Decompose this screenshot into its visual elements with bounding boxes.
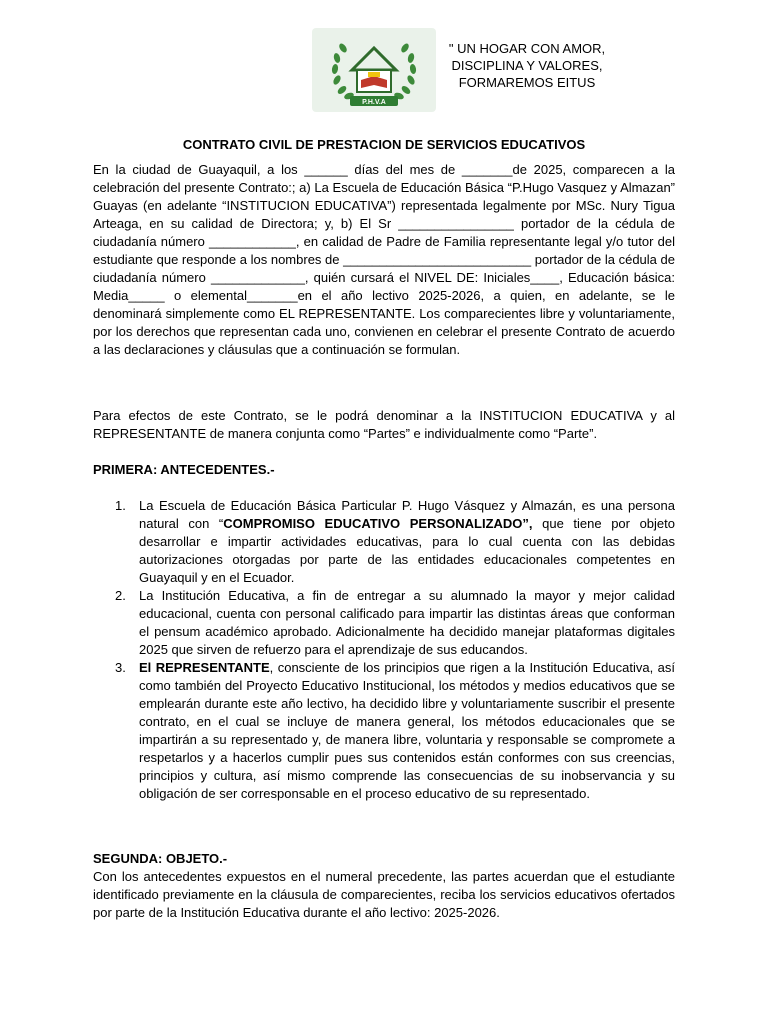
logo-initials: P.H.V.A	[362, 99, 386, 106]
parties-paragraph: Para efectos de este Contrato, se le podrá denominar a la INSTITUCION EDUCATIVA y al REPRESENTANTE de manera conjunta como “Partes” e individualmente como “Parte”.	[93, 408, 675, 441]
list-item	[93, 497, 675, 587]
list-item-bold-text: COMPROMISO EDUCATIVO PERSONALIZADO”,	[223, 516, 533, 531]
document-title: CONTRATO CIVIL DE PRESTACION DE SERVICIOS EDUCATIVOS	[182, 137, 586, 152]
list-item-number: 1.	[115, 498, 126, 513]
antecedents-list	[93, 497, 675, 803]
intro-paragraph: En la ciudad de Guayaquil, a los ______ días del mes de _______de 2025, comparecen a la celebración del presente Contrato:; a) La Escuela de Educación Básica “P.Hugo Vasquez y Almazan” Guayas (en adelante “INSTITUCION EDUCATIVA”) representada legalmente por MSc. Nury Tigua Arteaga, en su calidad de Directora; y, b) El Sr ________________ portador de la cédula de ciudadanía número ____________, en calidad de Padre de Familia representante legal y/o tutor del estudiante que responde a los nombres de __________________________ portador de la cédula de ciudadanía número _____________, quién cursará el NIVEL DE: Iniciales____, Educación básica: Media_____ o elemental_______en el año lectivo 2025-2026, a quien, en adelante, se le denominará simplemente como EL REPRESENTANTE. Los comparecientes libre y voluntariamente, por los derechos que representan cada uno, convienen en celebrar el presente Contrato de acuerdo a las declaraciones y cláusulas que a continuación se formulan.	[93, 162, 675, 357]
school-motto: " UN HOGAR CON AMOR, DISCIPLINA Y VALORES, FORMAREMOS EITUS	[448, 41, 606, 90]
school-logo	[312, 28, 436, 112]
segunda-paragraph: Con los antecedentes expuestos en el numeral precedente, las partes acuerdan que el estudiante identificado previamente en la cláusula de comparecientes, reciba los servicios educativos ofertados por parte de la Institución Educativa durante el año lectivo: 2025-2026.	[93, 869, 675, 920]
list-item-number: 3.	[115, 660, 126, 675]
list-item-number: 2.	[115, 588, 126, 603]
list-item	[93, 587, 675, 659]
list-item-text: La Escuela de Educación Básica Particular P. Hugo Vásquez y Almazán, es una persona natural con “	[139, 498, 675, 531]
list-item-text: La Institución Educativa, a fin de entregar a su alumnado la mayor y mejor calidad educacional, cuenta con personal calificado para impartir las distintas áreas que conforman el pensum académico aprobado. Adicionalmente ha decidido manejar plataformas digitales 2025 que sirven de refuerzo para el aprendizaje de sus educandos.	[139, 588, 675, 657]
list-item-bold-text: El REPRESENTANTE	[139, 660, 270, 675]
list-item-text: que tiene por objeto desarrollar e impartir actividades educativas, para lo cual cuenta con las debidas autorizaciones otorgadas por parte de las entidades educacionales competentes en Guayaquil y en el Ecuador.	[139, 516, 675, 585]
section-heading-segunda: SEGUNDA: OBJETO.-	[93, 851, 228, 866]
list-item-text: , consciente de los principios que rigen a la Institución Educativa, así como también del Proyecto Educativo Institucional, los métodos y medios educativos que se emplearán durante este año lectivo, ha decidido libre y voluntariamente suscribir el presente contrato, en el cual se incluye de manera general, los métodos educacionales que se impartirán a su representado y, de manera libre, voluntaria y responsable se compromete a respetarlos y a hacerlos cumplir pues sus contenidos están conformes con sus creencias, principios y cultura, así mismo comprende las consecuencias de su inobservancia y su obligación de ser corresponsable en el proceso educativo de su representado.	[139, 660, 675, 801]
list-item	[93, 659, 675, 803]
section-heading-primera: PRIMERA: ANTECEDENTES.-	[93, 462, 275, 477]
laurel-emblem-icon	[312, 28, 436, 112]
